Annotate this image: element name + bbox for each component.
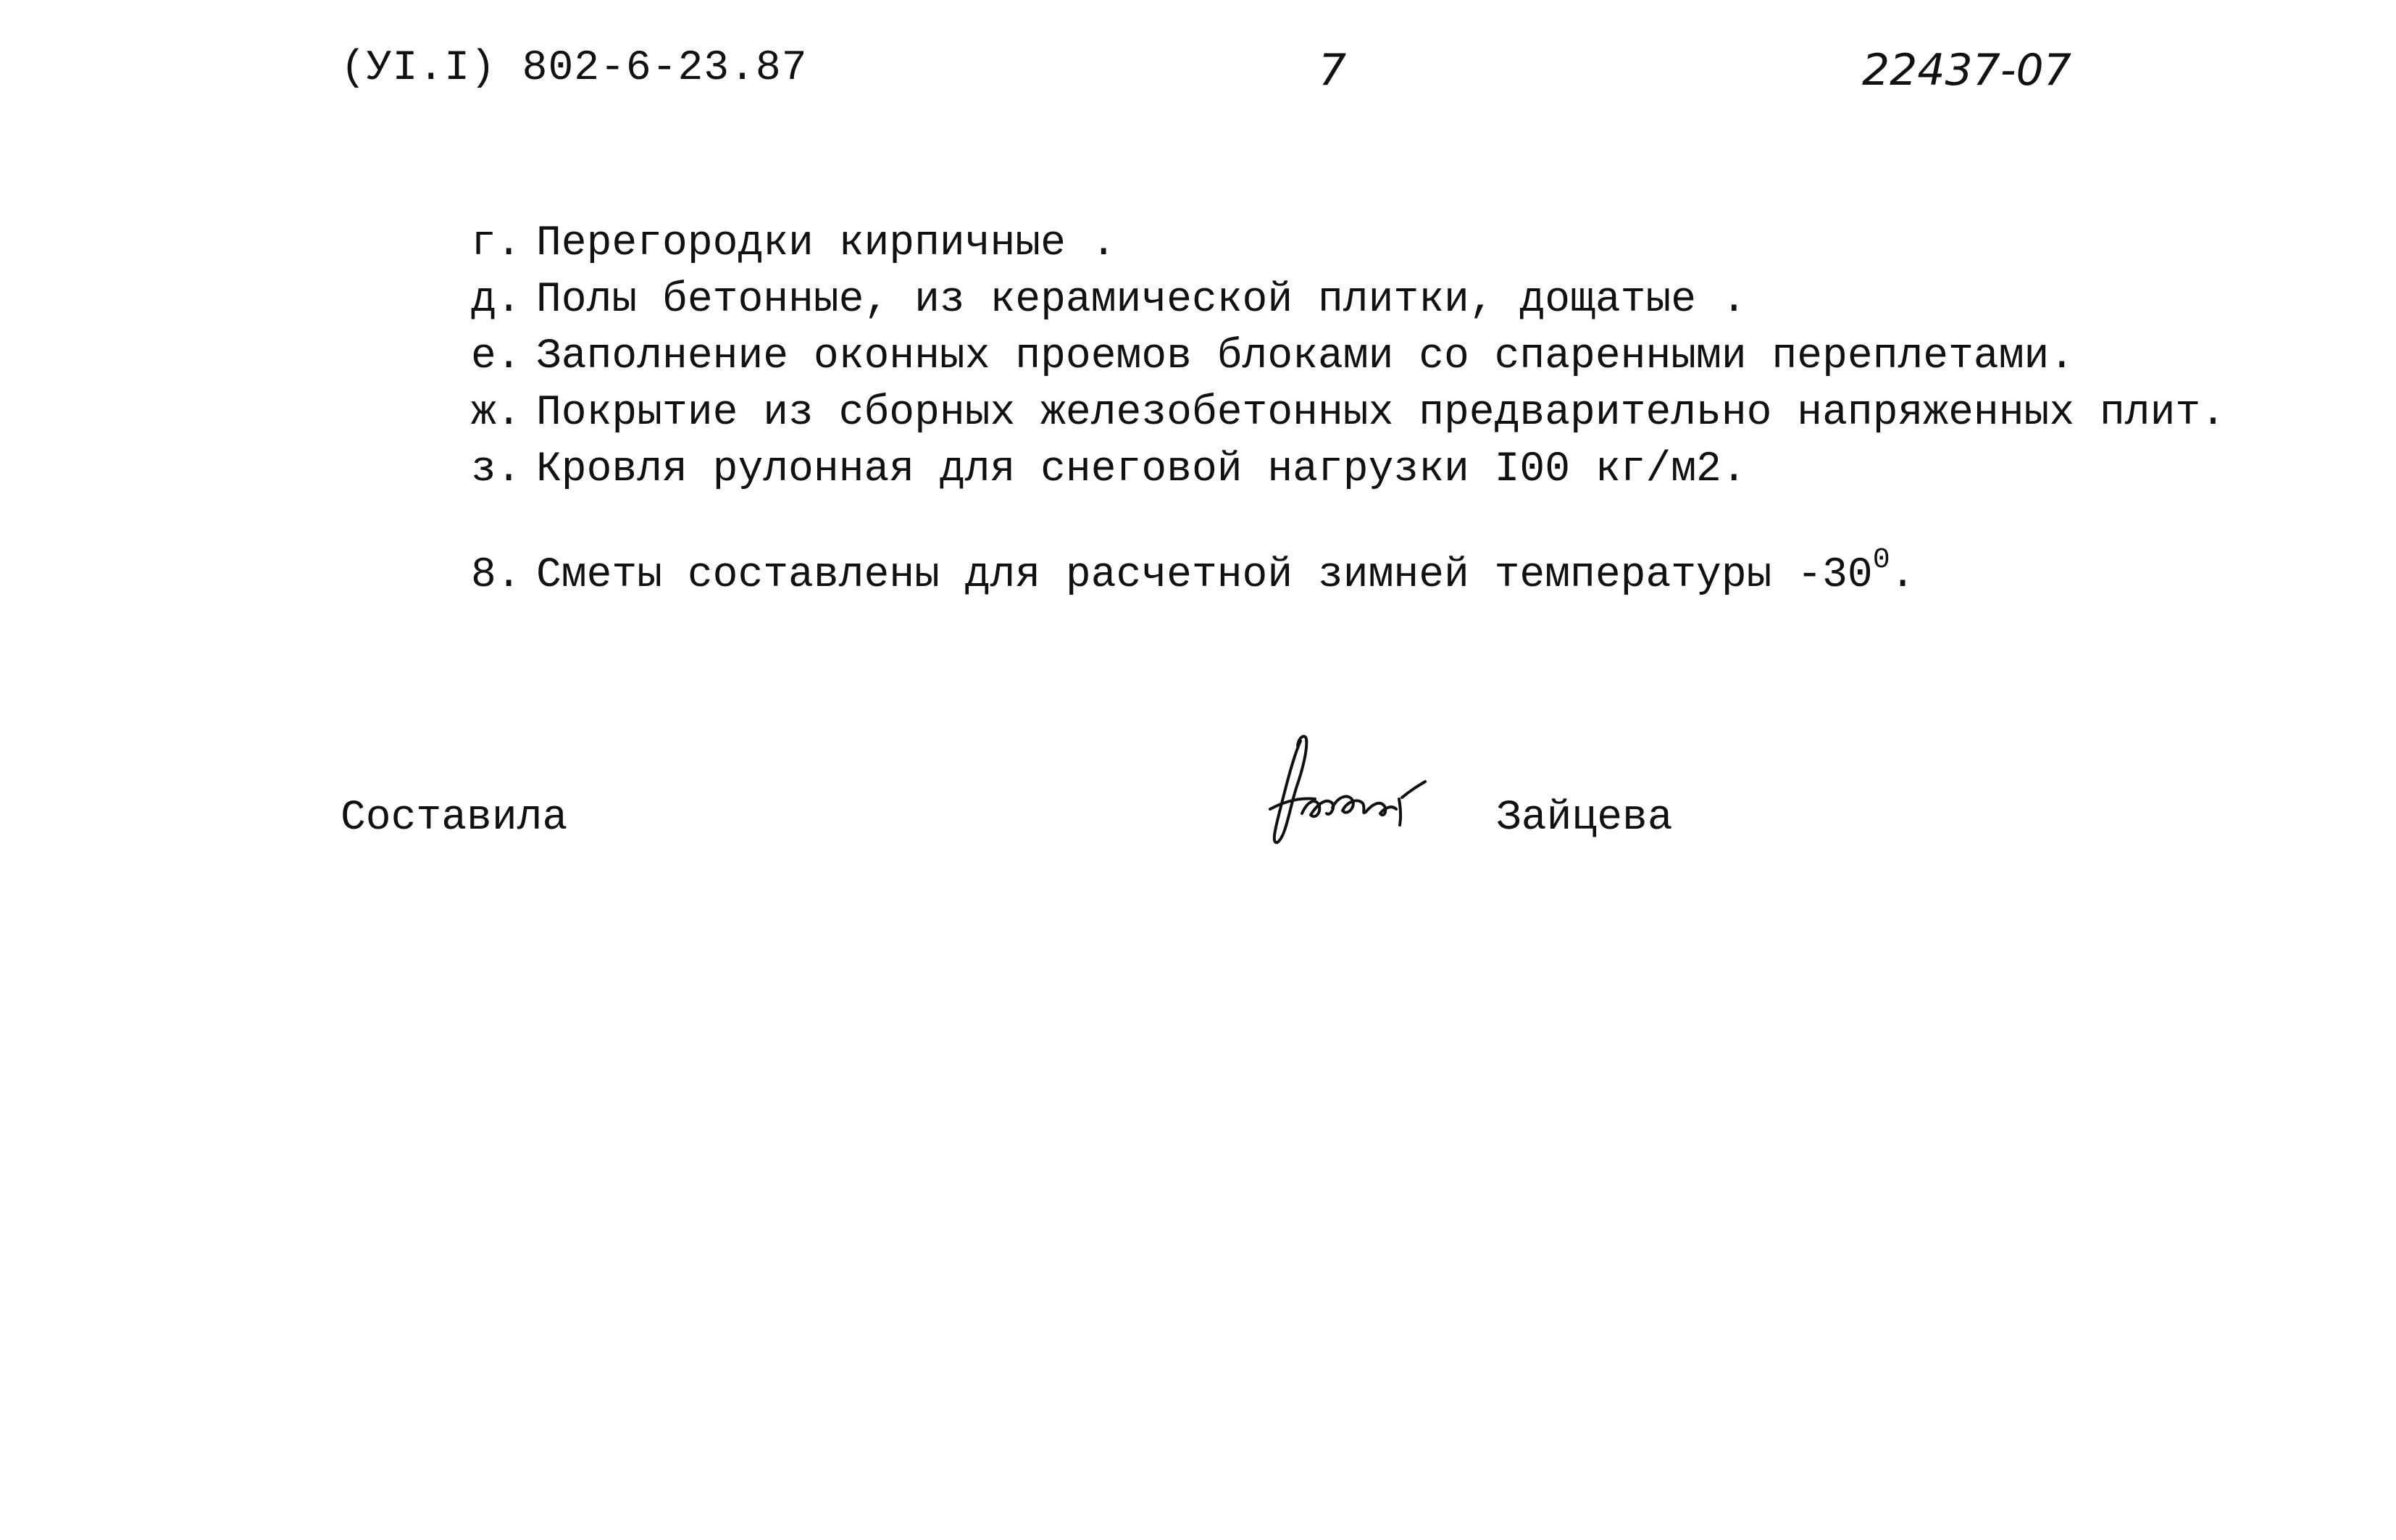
signer-name: Зайцева bbox=[1496, 795, 1673, 842]
list-item-marker: д. bbox=[471, 277, 522, 324]
list-item-text: Покрытие из сборных железобетонных предварительно напряженных плит. bbox=[536, 390, 2226, 437]
estimate-note bbox=[471, 544, 1916, 599]
list-item-marker: з. bbox=[471, 446, 522, 493]
list-item-text: Заполнение оконных проемов блоками со спаренными переплетами. bbox=[536, 333, 2075, 380]
list-item bbox=[471, 442, 2226, 498]
list-item-text: Кровля рулонная для снеговой нагрузки I00 кг/м2. bbox=[536, 446, 1747, 493]
document-code: (УI.I) 802-6-23.87 bbox=[341, 45, 808, 92]
specification-list bbox=[471, 216, 2226, 498]
list-item bbox=[471, 329, 2226, 385]
degree-superscript: 0 bbox=[1872, 544, 1890, 577]
list-item bbox=[471, 216, 2226, 272]
note-marker: 8. bbox=[471, 552, 522, 599]
list-item-text: Перегородки кирпичные . bbox=[536, 220, 1116, 267]
page-number: 7 bbox=[1319, 45, 1347, 96]
list-item-marker: г. bbox=[471, 220, 522, 267]
list-item-marker: е. bbox=[471, 333, 522, 380]
note-end: . bbox=[1890, 552, 1916, 599]
document-number: 22437-07 bbox=[1862, 45, 2071, 96]
note-text: Сметы составлены для расчетной зимней температуры -30 bbox=[536, 552, 1873, 599]
list-item-text: Полы бетонные, из керамической плитки, дощатые . bbox=[536, 277, 1747, 324]
compiled-by-label: Составила bbox=[341, 795, 568, 842]
list-item bbox=[471, 385, 2226, 442]
handwritten-signature bbox=[1257, 728, 1431, 851]
list-item-marker: ж. bbox=[471, 390, 522, 437]
list-item bbox=[471, 272, 2226, 329]
